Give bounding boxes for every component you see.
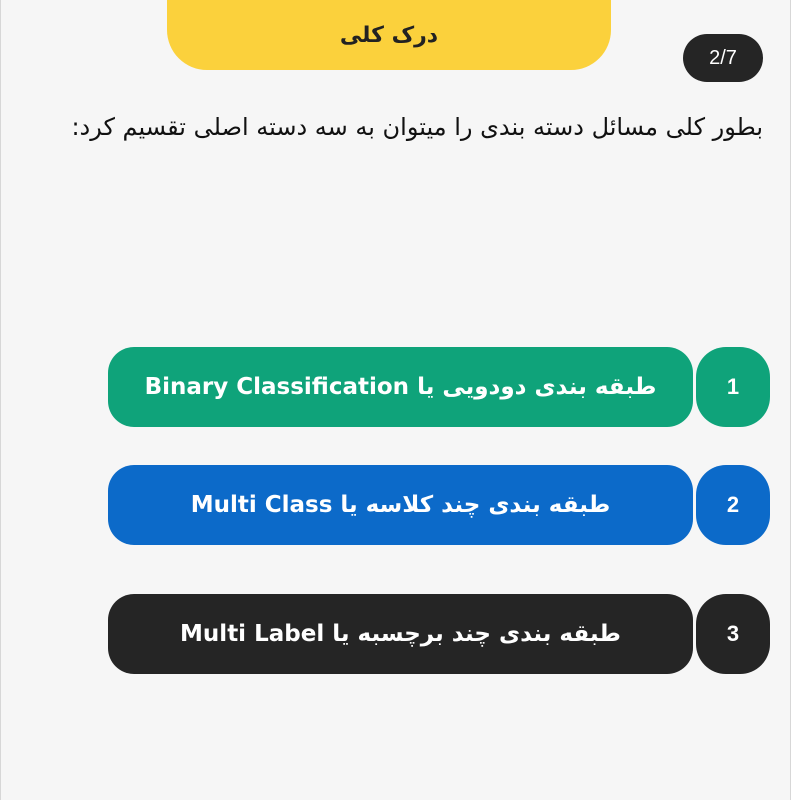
page-title: درک کلی bbox=[339, 22, 439, 48]
title-banner bbox=[167, 0, 611, 70]
item-number-badge: 2 bbox=[696, 465, 770, 545]
left-border bbox=[0, 0, 1, 800]
list-item bbox=[108, 594, 770, 674]
item-label: طبقه بندی دودویی یا Binary Classification bbox=[108, 347, 693, 427]
item-number-badge: 1 bbox=[696, 347, 770, 427]
list-item bbox=[108, 465, 770, 545]
item-label: طبقه بندی چند کلاسه یا Multi Class bbox=[108, 465, 693, 545]
page-indicator: 2/7 bbox=[683, 34, 763, 82]
item-number-badge: 3 bbox=[696, 594, 770, 674]
item-label: طبقه بندی چند برچسبه یا Multi Label bbox=[108, 594, 693, 674]
intro-text: بطور کلی مسائل دسته بندی را میتوان به سه دسته اصلی تقسیم کرد: bbox=[71, 113, 763, 141]
list-item bbox=[108, 347, 770, 427]
